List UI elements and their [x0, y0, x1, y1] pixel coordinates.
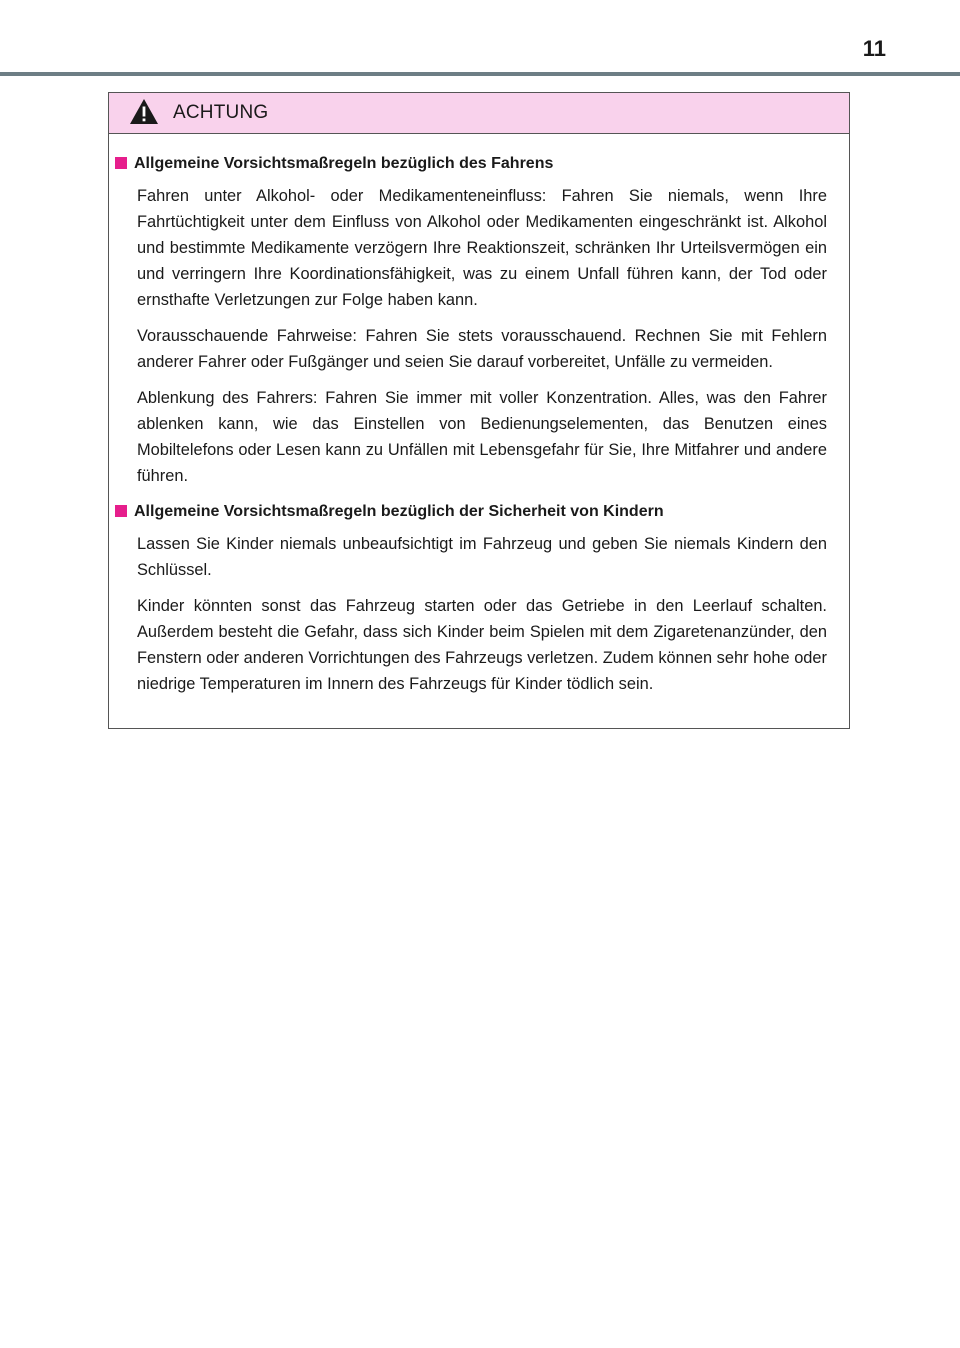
section-children [115, 499, 827, 697]
square-bullet-icon [115, 157, 127, 169]
paragraph: Fahren unter Alkohol- oder Medikamenteneinfluss: Fahren Sie niemals, wenn Ihre Fahrtüchtigkeit unter dem Einfluss von Alkohol oder Medikamenten eingeschränkt ist. Alkohol und bestimmte Medikamente verzögern Ihre Reaktionszeit, schränken Ihr Urteilsvermögen ein und verringern Ihre Koordinationsfähigkeit, was zu einem Unfall führen kann, der Tod oder ernsthafte Verletzungen zur Folge haben kann. [137, 187, 827, 309]
caution-header [109, 93, 849, 134]
section-heading [115, 499, 827, 525]
section-heading [115, 151, 827, 177]
paragraph: Kinder könnten sonst das Fahrzeug starten oder das Getriebe in den Leerlauf schalten. Außerdem besteht die Gefahr, dass sich Kinder beim Spielen mit dem Zigaretenanzünder, den Fenstern oder anderen Vorrichtungen des Fahrzeugs verletzen. Zudem können sehr hohe oder niedrige Temperaturen im Innern des Fahrzeugs für Kinder tödlich sein. [137, 597, 827, 693]
caution-body [109, 134, 849, 697]
header-rule [0, 72, 960, 76]
section-heading-text: Allgemeine Vorsichtsmaßregeln bezüglich der Sicherheit von Kindern [134, 503, 664, 520]
page-number: 11 [862, 36, 886, 61]
square-bullet-icon [115, 505, 127, 517]
paragraph: Vorausschauende Fahrweise: Fahren Sie stets vorausschauend. Rechnen Sie mit Fehlern anderer Fahrer oder Fußgänger und seien Sie darauf vorbereitet, Unfälle zu vermeiden. [137, 327, 827, 371]
section-driving [115, 151, 827, 489]
caution-title: ACHTUNG [173, 102, 269, 123]
section-heading-text: Allgemeine Vorsichtsmaßregeln bezüglich des Fahrens [134, 155, 554, 172]
paragraph: Ablenkung des Fahrers: Fahren Sie immer mit voller Konzentration. Alles, was den Fahrer ablenken kann, wie das Einstellen von Bedienungselementen, das Benutzen eines Mobiltelefons oder Lesen kann zu Unfällen mit Lebensgefahr für Sie, Ihre Mitfahrer und andere führen. [137, 389, 827, 485]
warning-triangle-icon [129, 98, 159, 125]
paragraph: Lassen Sie Kinder niemals unbeaufsichtigt im Fahrzeug und geben Sie niemals Kindern den Schlüssel. [137, 535, 827, 579]
caution-box [108, 92, 850, 729]
